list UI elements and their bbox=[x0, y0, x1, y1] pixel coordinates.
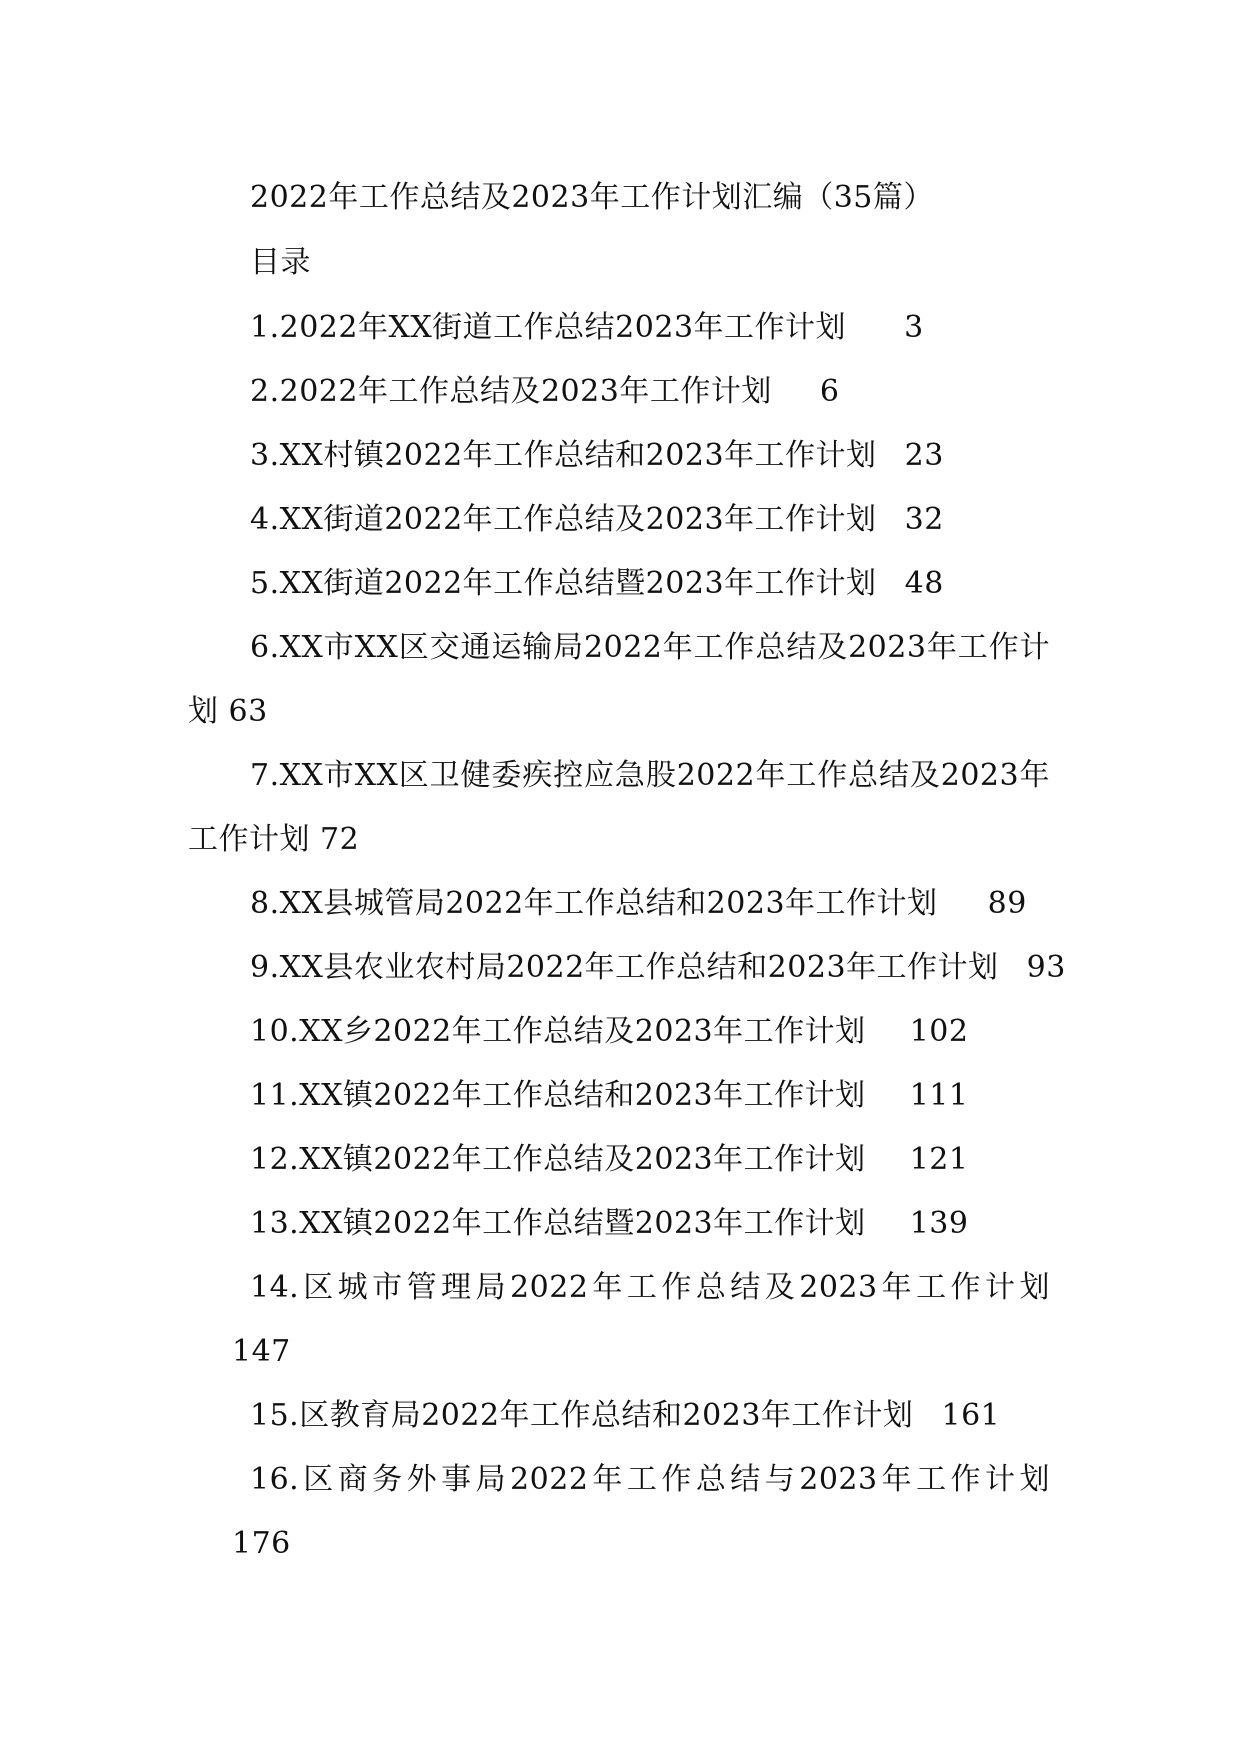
toc-entry bbox=[250, 1014, 968, 1050]
toc-entry bbox=[250, 438, 944, 474]
toc-entry-continuation bbox=[188, 822, 359, 858]
toc-entry-title: 11.XX镇2022年工作总结和2023年工作计划 bbox=[250, 1078, 866, 1113]
toc-entry-page: 32 bbox=[904, 502, 944, 537]
toc-entry-continuation bbox=[188, 694, 268, 730]
toc-entry-page: 176 bbox=[232, 1526, 291, 1561]
toc-entry bbox=[250, 950, 1066, 986]
toc-entry bbox=[250, 1206, 968, 1242]
toc-entry-page: 3 bbox=[904, 310, 924, 345]
toc-heading: 目录 bbox=[250, 245, 311, 280]
toc-entry-title: 9.XX县农业农村局2022年工作总结和2023年工作计划 bbox=[250, 950, 999, 985]
toc-entry-title-cont: 划 bbox=[188, 694, 219, 729]
toc-entry bbox=[250, 310, 924, 346]
toc-entry bbox=[250, 566, 944, 602]
toc-entry bbox=[250, 1398, 1000, 1434]
toc-entry-page: 161 bbox=[941, 1398, 1001, 1433]
toc-entry-title: 13.XX镇2022年工作总结暨2023年工作计划 bbox=[250, 1206, 866, 1241]
toc-entry-page: 147 bbox=[232, 1334, 291, 1369]
toc-entry bbox=[250, 374, 840, 410]
toc-entry-title: 7.XX市XX区卫健委疾控应急股2022年工作总结及2023年 bbox=[250, 758, 1050, 793]
toc-entry bbox=[250, 1078, 968, 1114]
toc-entry-title: 4.XX街道2022年工作总结及2023年工作计划 bbox=[250, 502, 877, 537]
toc-entry-title: 15.区教育局2022年工作总结和2023年工作计划 bbox=[250, 1398, 914, 1433]
toc-entry-title: 3.XX村镇2022年工作总结和2023年工作计划 bbox=[250, 438, 877, 473]
toc-entry-page: 63 bbox=[228, 694, 268, 729]
toc-entry-page: 102 bbox=[909, 1014, 969, 1049]
toc-entry-page: 72 bbox=[320, 822, 360, 857]
toc-entry-title: 12.XX镇2022年工作总结及2023年工作计划 bbox=[250, 1142, 866, 1177]
toc-entry-page: 23 bbox=[904, 438, 944, 473]
toc-entry-title: 10.XX乡2022年工作总结及2023年工作计划 bbox=[250, 1014, 866, 1049]
toc-entry-title: 2.2022年工作总结及2023年工作计划 bbox=[250, 374, 772, 409]
toc-entry-page: 121 bbox=[909, 1142, 969, 1177]
toc-entry-title-cont: 工作计划 bbox=[188, 822, 310, 857]
toc-entry-title: 1.2022年XX街道工作总结2023年工作计划 bbox=[250, 310, 847, 345]
toc-entry-title: 6.XX市XX区交通运输局2022年工作总结及2023年工作计 bbox=[250, 630, 1050, 665]
toc-entry-page: 139 bbox=[909, 1206, 969, 1241]
toc-entry-page: 89 bbox=[987, 886, 1027, 921]
toc-entry bbox=[250, 886, 1027, 922]
toc-entry bbox=[250, 1142, 968, 1178]
toc-entry-page: 48 bbox=[904, 566, 944, 601]
toc-entry-page: 111 bbox=[909, 1078, 969, 1113]
toc-entry-title: 16.区商务外事局2022年工作总结与2023年工作计划 bbox=[250, 1462, 1050, 1497]
document-title: 2022年工作总结及2023年工作计划汇编（35篇） bbox=[250, 180, 934, 215]
toc-entry-title: 5.XX街道2022年工作总结暨2023年工作计划 bbox=[250, 566, 877, 601]
toc-entry bbox=[250, 502, 944, 538]
toc-entry-title: 8.XX县城管局2022年工作总结和2023年工作计划 bbox=[250, 886, 938, 921]
toc-entry-page: 93 bbox=[1026, 950, 1066, 985]
toc-entry-title: 14.区城市管理局2022年工作总结及2023年工作计划 bbox=[250, 1270, 1050, 1305]
toc-entry-page: 6 bbox=[819, 374, 840, 409]
